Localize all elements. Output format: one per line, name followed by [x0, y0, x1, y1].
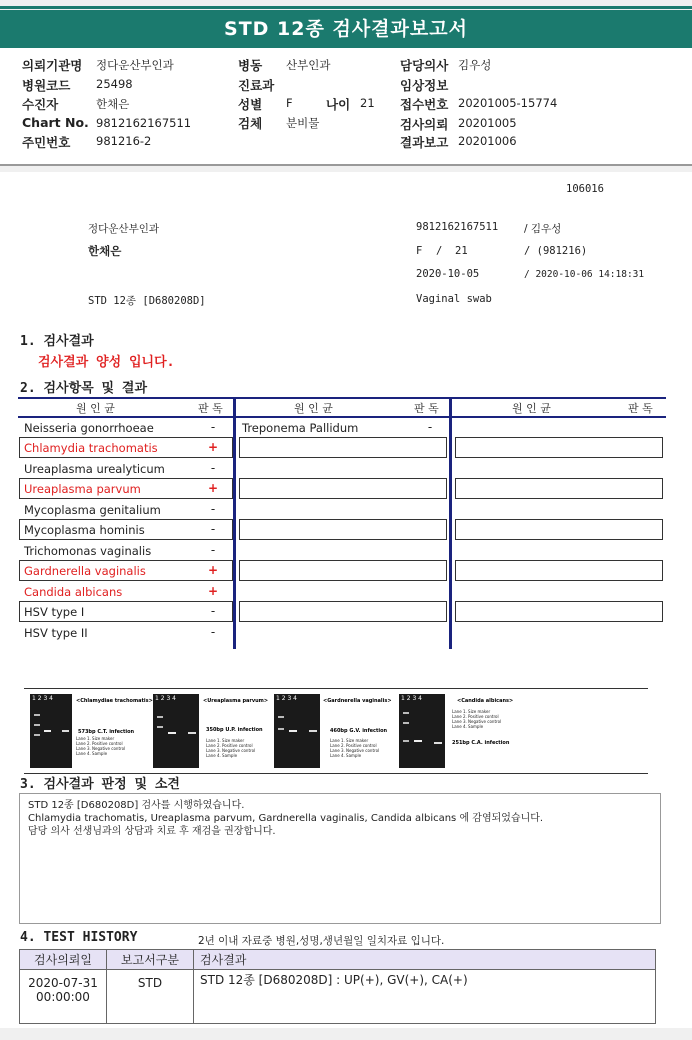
history-col-type: 보고서구분: [107, 950, 194, 970]
req-org-label: 의뢰기관명: [22, 58, 83, 73]
empty-row-box: [239, 437, 447, 458]
table-top-rule: [18, 397, 666, 399]
empty-row-box: [239, 560, 447, 581]
organism-name: Candida albicans: [24, 585, 123, 599]
organism-name: Mycoplasma hominis: [24, 523, 145, 537]
gel-photo-1: [30, 694, 72, 768]
hospital-code-value: 25498: [96, 77, 133, 91]
organism-result: -: [210, 604, 216, 618]
overall-result-text: 검사결과 양성 입니다.: [38, 355, 175, 370]
organism-name: Ureaplasma parvum: [24, 482, 141, 496]
history-row[interactable]: [20, 970, 656, 1024]
opinion-box: [19, 793, 661, 924]
section-4-heading: 4. TEST HISTORY: [20, 930, 138, 945]
organism-name: HSV type II: [24, 626, 88, 640]
opinion-line: STD 12종 [D680208D] 검사를 시행하였습니다.: [28, 800, 245, 811]
meta-sex-sep: /: [436, 245, 443, 257]
organism-result: -: [210, 420, 216, 434]
opinion-line: 담당 의사 선생님과의 상담과 치료 후 재검을 권장합니다.: [28, 826, 276, 837]
col1-judgement-header: 판 독: [198, 402, 223, 415]
gel-legend-3: Lane 1. Size maker Lane 2. Positive control Lane 3. Negative control Lane 4. Sample: [330, 738, 380, 758]
patient-value: 한채은: [96, 97, 130, 111]
organism-name: Gardnerella vaginalis: [24, 564, 146, 578]
history-col-result: 검사결과: [194, 950, 656, 970]
specimen-value: 분비물: [286, 116, 320, 130]
meta-dob: / (981216): [524, 245, 588, 257]
gel-legend-2: Lane 1. Size maker Lane 2. Positive control Lane 3. Negative control Lane 4. Sample: [206, 738, 256, 758]
meta-date-reported: / 2020-10-06 14:18:31: [524, 269, 645, 280]
col2-judgement-header: 판 독: [414, 402, 439, 415]
empty-row-box: [239, 519, 447, 540]
report-date-label: 결과보고: [400, 135, 449, 150]
meta-age: 21: [455, 245, 468, 257]
history-date-cell: [20, 970, 107, 1024]
history-type-cell: STD: [107, 970, 194, 1024]
opinion-text: [28, 799, 543, 838]
meta-code: 106016: [566, 183, 604, 195]
meta-clinic: 정다운산부인과: [88, 223, 160, 235]
report-header: [0, 48, 692, 166]
history-col-date: 검사의뢰일: [20, 950, 107, 970]
history-result-cell: STD 12종 [D680208D] : UP(+), GV(+), CA(+): [194, 970, 656, 1024]
organism-name: Treponema Pallidum: [242, 421, 359, 435]
chart-no-label: Chart No.: [22, 115, 89, 130]
table-header-rule: [18, 416, 666, 418]
gel-legend-1: Lane 1. Size maker Lane 2. Positive control Lane 3. Negative control Lane 4. Sample: [76, 736, 126, 756]
organism-name: Neisseria gonorrhoeae: [24, 421, 154, 435]
receipt-no-label: 접수번호: [400, 97, 449, 112]
chart-no-value: 9812162167511: [96, 116, 192, 130]
history-note: 2년 이내 자료중 병원,성명,생년월일 일치자료 입니다.: [198, 935, 445, 947]
col3-organism-header: 원 인 균: [512, 402, 551, 415]
report-title: STD 12종 검사결과보고서: [0, 10, 692, 48]
sex-value: F: [286, 96, 293, 110]
opinion-line: Chlamydia trachomatis, Ureaplasma parvum, Gardnerella vaginalis, Candida albicans 에 감염되었습니다.: [28, 813, 544, 824]
organism-result: -: [210, 543, 216, 557]
meta-sex: F: [416, 245, 423, 257]
doctor-value: 김우성: [458, 58, 492, 72]
age-value: 21: [360, 96, 375, 110]
organism-result: +: [207, 584, 219, 598]
ward-value: 산부인과: [286, 58, 331, 72]
gel-lanes-4: 1 2 3 4: [401, 695, 422, 702]
report-date-value: 20201006: [458, 134, 517, 148]
clinical-info-label: 임상정보: [400, 78, 449, 93]
patient-label: 수진자: [22, 97, 59, 112]
gel-lanes-3: 1 2 3 4: [276, 695, 297, 702]
col2-organism-header: 원 인 균: [294, 402, 333, 415]
organism-name: Chlamydia trachomatis: [24, 441, 158, 455]
req-org-value: 정다운산부인과: [96, 58, 174, 72]
empty-row-box: [455, 519, 663, 540]
empty-row-box: [239, 478, 447, 499]
organism-name: HSV type I: [24, 605, 85, 619]
organism-result: +: [207, 563, 219, 577]
section-2-heading: 2. 검사항목 및 결과: [20, 381, 148, 396]
gel-band-label-2: 350bp U.P. infection: [206, 727, 263, 733]
gel-band-label-1: 573bp C.T. infection: [78, 729, 135, 735]
gel-title-4: <Candida albicans>: [457, 698, 514, 704]
empty-row-box: [455, 437, 663, 458]
sex-label: 성별: [238, 97, 263, 112]
gel-photo-2: [153, 694, 199, 768]
doctor-label: 담당의사: [400, 58, 449, 73]
dept-label: 진료과: [238, 78, 275, 93]
history-header-row: [20, 950, 656, 970]
gel-band-label-3: 460bp G.V. infection: [330, 728, 388, 734]
organism-result: +: [207, 440, 219, 454]
empty-row-box: [239, 601, 447, 622]
organism-result: -: [210, 522, 216, 536]
history-table: [19, 949, 656, 1024]
gel-band-label-4: 251bp C.A. infection: [452, 740, 510, 746]
organism-result: -: [210, 625, 216, 639]
organism-name: Ureaplasma urealyticum: [24, 462, 165, 476]
specimen-label: 검체: [238, 116, 263, 131]
organism-result: +: [207, 481, 219, 495]
col3-judgement-header: 판 독: [628, 402, 653, 415]
organism-result: -: [427, 420, 433, 434]
history-date: 2020-07-31: [28, 976, 98, 990]
age-label: 나이: [326, 97, 351, 112]
column-divider-2: [449, 397, 452, 649]
history-time: 00:00:00: [36, 990, 90, 1004]
gel-legend-4: Lane 1. Size maker Lane 2. Positive control Lane 3. Negative control Lane 4. Sample: [452, 709, 502, 729]
empty-row-box: [455, 560, 663, 581]
meta-specimen: Vaginal swab: [416, 293, 492, 305]
organism-name: Mycoplasma genitalium: [24, 503, 161, 517]
empty-row-box: [455, 601, 663, 622]
column-divider-1: [233, 397, 236, 649]
ssn-value: 981216-2: [96, 134, 152, 148]
gel-lanes-1: 1 2 3 4: [32, 695, 53, 702]
meta-chart: 9812162167511: [416, 221, 499, 233]
section-3-heading: 3. 검사결과 판정 및 소견: [20, 777, 180, 792]
section-1-heading: 1. 검사결과: [20, 334, 94, 349]
organism-result: -: [210, 502, 216, 516]
meta-date-received: 2020-10-05: [416, 268, 480, 280]
gel-title-3: <Gardnerella vaginalis>: [323, 698, 392, 704]
col1-organism-header: 원 인 균: [76, 402, 115, 415]
meta-patient: 한채은: [88, 244, 122, 258]
test-request-value: 20201005: [458, 116, 517, 130]
ward-label: 병동: [238, 58, 263, 73]
gel-photo-3: [274, 694, 320, 768]
empty-row-box: [455, 478, 663, 499]
gel-title-1: <Chlamydiae trachomatis>: [76, 698, 153, 704]
meta-test-name: STD 12종 [D680208D]: [88, 295, 206, 307]
gel-lanes-2: 1 2 3 4: [155, 695, 176, 702]
gel-photo-4: [399, 694, 445, 768]
top-accent-line: [0, 6, 692, 9]
ssn-label: 주민번호: [22, 135, 71, 150]
organism-name: Trichomonas vaginalis: [24, 544, 152, 558]
gel-title-2: <Ureaplasma parvum>: [203, 698, 269, 704]
meta-doctor: / 김우성: [524, 223, 562, 235]
test-request-label: 검사의뢰: [400, 117, 449, 132]
receipt-no-value: 20201005-15774: [458, 96, 558, 110]
hospital-code-label: 병원코드: [22, 78, 71, 93]
organism-result: -: [210, 461, 216, 475]
